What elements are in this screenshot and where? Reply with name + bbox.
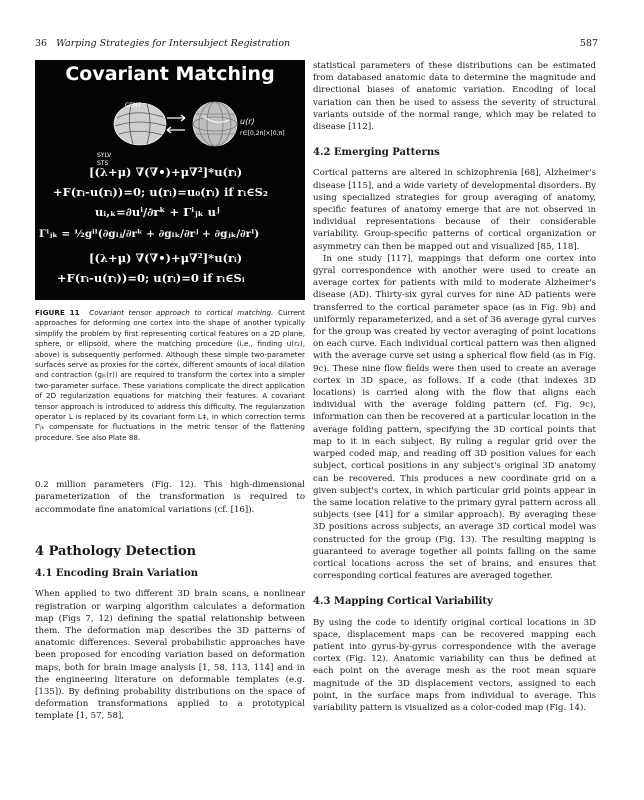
label-u-r: u(r) bbox=[240, 117, 255, 126]
label-domain: r∈[0,2π]×[0,π] bbox=[240, 130, 285, 137]
equation-line-5: [(λ+μ) ∇(∇•)+μ∇²]*u(rᵢ) bbox=[89, 251, 243, 265]
running-title: Warping Strategies for Intersubject Registration bbox=[56, 38, 291, 49]
equation-line-1: [(λ+μ) ∇(∇•)+μ∇²]*u(rᵢ) bbox=[89, 165, 243, 179]
left-continuation-paragraph: 0.2 million parameters (Fig. 12). This high-dimensional parameterization of the transformation is required to accommodate fine anatomical variations (cf. [16]). bbox=[35, 480, 305, 515]
subsection-heading-emerging-patterns: 4.2 Emerging Patterns bbox=[313, 147, 440, 159]
emerging-patterns-paragraph-2: In one study [117], mappings that deform one cortex into gyral correspondence with another were used to create an average cortex for patients with mild to moderate Alzheimer's disease (AD). Thirty-six gyral curves for nine AD patients were transferred to the cortical parameter space (as in Fig. 9b) and uniformly reparameterized, and a set of 36 average gyral curves for the group was created by vector averaging of point locations on each curve. Each individual cortical pattern was then aligned with the average curve set using a spherical flow field (as in Fig. 9c). These nine flow fields were then used to create an average cortex in 3D space, as follows. If a code (that indexes 3D locations) is carried along with the flow that aligns each individual with the average folding pattern (cf. Fig. 9c), information can then be recovered at a particular location in the average folding pattern, specifying the 3D cortical points that map to it in each subject. By ruling a regular grid over the warped coded map, and reading off 3D position values for each subject, cortical positions in any subject's original 3D anatomy can be recovered. This produces a new coordinate grid on a given subject's cortex, in which particular grid points appear in the same location relative to the primary gyral pattern across all subjects (see [41] for a similar approach). By averaging these 3D positions across subjects, an average 3D cortical model was constructed for the group (Fig. 13). The resulting mapping is guaranteed to average together all points falling on the same cortical locations across the set of brains, and ensures that corresponding cortical features are averaged together. bbox=[313, 253, 596, 582]
subsection-heading-encoding: 4.1 Encoding Brain Variation bbox=[35, 568, 199, 580]
equation-line-2: +F(rᵢ-u(rᵢ))=0; u(rᵢ)=u₀(rᵢ) if rᵢ∈S₂ bbox=[53, 185, 268, 199]
cortical-variability-paragraph: By using the code to identify original cortical locations in 3D space, displacement maps can be recovered mapping each patient into gyrus-by-gyrus correspondence with the average cortex (Fig. 12). Anatomic variability can thus be defined at each point on the average mesh as the root mean square magnitude of the 3D displacement vectors, assigned to each point, in the surface maps from individual to average. This variability pattern is visualized as a color-coded map (Fig. 14). bbox=[313, 617, 596, 713]
left-column bbox=[35, 60, 305, 723]
figure-title: Covariant Matching bbox=[65, 63, 275, 85]
figure-covariant-matching bbox=[35, 60, 305, 300]
right-continuation-paragraph: statistical parameters of these distributions can be estimated from databased anatomic data to determine the magnitude and directional biases of anatomic variation. Encoding of local variation can then be used to assess the severity of structural variants outside of the normal range, which may be related to disease [112]. bbox=[313, 61, 596, 133]
caption-label: FIGURE 11 bbox=[35, 308, 80, 317]
equation-line-4: Γⁱⱼₖ = ½gⁱˡ(∂gₗⱼ/∂rᵏ + ∂gₗₖ/∂rʲ + ∂gⱼₖ/∂rˡ) bbox=[39, 228, 260, 240]
section-heading-pathology-detection: 4 Pathology Detection bbox=[35, 543, 197, 559]
caption-text: Current approaches for deforming one cortex into the shape of another typically simplify the problem by first representing cortical features on a 2D plane, sphere, or ellipsoid, where the matching procedure (i.e., finding u(r₂), above) is subsequently performed. Although these simple two-parameter surfaces serve as proxies for the cortex, different amounts of local dilation and contraction (gⱼₖ(r)) are required to transform the cortex into a simpler two-parameter surface. These variations complicate the direct application of 2D regularization equations for matching their features. A covariant tensor approach is introduced to address this difficulty. The regularization operator L is replaced by its covariant form L‡, in which correction terms Γⁱⱼₖ compensate for fluctuations in the metric tensor of the flattening procedure. See also Plate 88. bbox=[35, 308, 305, 442]
figure-caption bbox=[35, 308, 305, 443]
equation-line-6: +F(rᵢ-u(rᵢ))=0; u(rᵢ)=0 if rᵢ∈Sᵢ bbox=[57, 271, 245, 285]
running-header bbox=[35, 38, 290, 49]
label-cent: CENT bbox=[125, 102, 142, 109]
equation-line-3: uᵢ,ₖ=∂uⁱ/∂rᵏ + Γⁱⱼₖ uʲ bbox=[95, 205, 220, 219]
page-number: 587 bbox=[579, 38, 598, 49]
subsection-heading-cortical-variability: 4.3 Mapping Cortical Variability bbox=[313, 596, 493, 608]
caption-title: Covariant tensor approach to cortical matching. bbox=[89, 308, 274, 317]
label-sts: STS bbox=[97, 160, 109, 167]
emerging-patterns-paragraph-1: Cortical patterns are altered in schizophrenia [68], Alzheimer's disease [115], and a wide variety of developmental disorders. By using specialized strategies for group averaging of anatomy, specific features of anatomy emerge that are not observed in individual representations because of their considerable variability. Group-specific patterns of cortical organization or asymmetry can then be mapped out and visualized [85, 118]. bbox=[313, 168, 596, 252]
parameter-sphere-graphic bbox=[193, 102, 237, 146]
encoding-paragraph: When applied to two different 3D brain scans, a nonlinear registration or warping algorithm calculates a deformation map (Figs 7, 12) defining the spatial relationship between them. The deformation map describes the 3D patterns of anatomic differences. Several probabilistic approaches have been proposed for encoding variation based on deformation maps, both for brain image analysis [1, 58, 113, 114] and in the engineering literature on deformable templates (e.g. [135]). By defining probability distributions on the space of deformation transformations applied to a prototypical template [1, 57, 58], bbox=[35, 589, 305, 722]
right-column bbox=[313, 60, 596, 714]
section-number: 36 bbox=[35, 38, 48, 49]
label-sylv: SYLV bbox=[97, 152, 112, 159]
